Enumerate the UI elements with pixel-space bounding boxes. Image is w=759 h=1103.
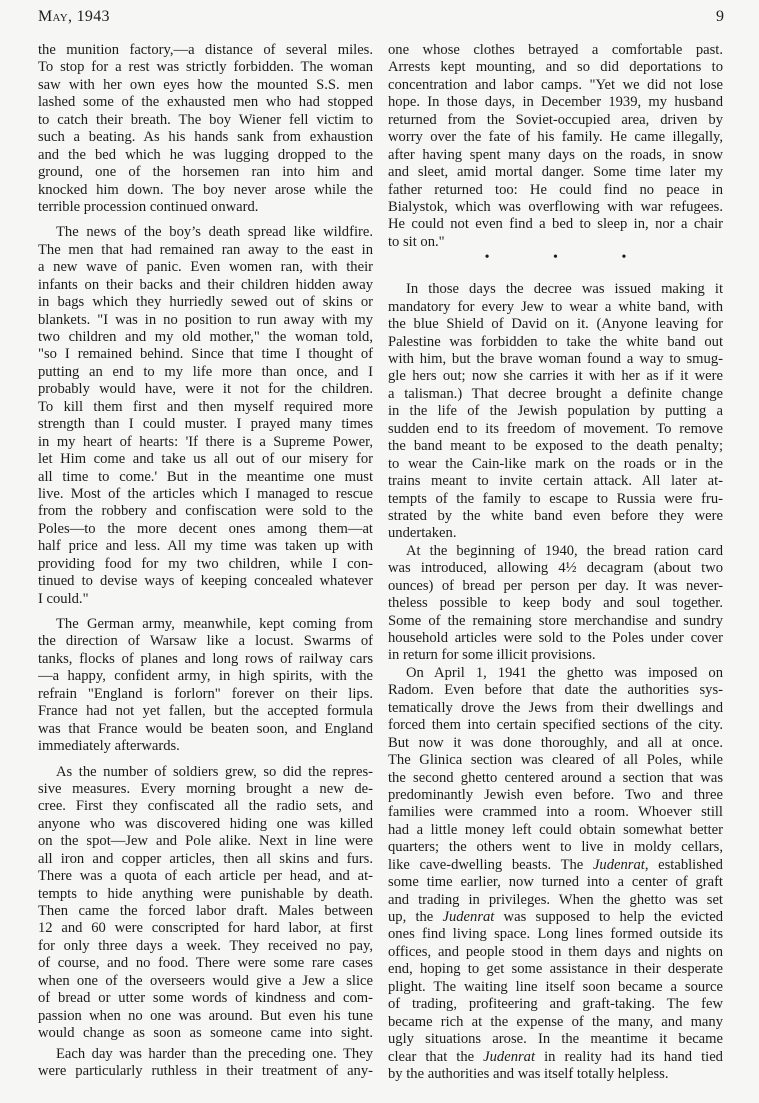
text-line: concentration and labor camps. "Yet we did not lose (388, 76, 723, 93)
text-line: Arrests kept mounting, and so did deportations to (388, 59, 723, 76)
text-line: a new wave of panic. Even women ran, with their (38, 259, 373, 276)
text-line: strated by the white band even before they were (388, 507, 723, 524)
text-line: "so I remained behind. Since that time I thought of (38, 346, 373, 363)
text-line: from the robbery and confiscation were sold to the (38, 503, 373, 520)
left-column (38, 42, 373, 1080)
text-line: of course, and no food. There were some rare cases (38, 955, 373, 972)
text-line: plight. The waiting line itself soon became a source (388, 978, 723, 995)
judenrat-term: Judenrat (483, 1048, 536, 1065)
text-line: when one of the overseers would give a Jew a slice (38, 972, 373, 989)
text-line: The men that had remained ran away to the east in (38, 241, 373, 258)
text-line-with-italic: up, the Judenrat was supposed to help the evicted (388, 909, 723, 925)
text-line: ground, one of the horsemen ran into him and (38, 164, 373, 181)
text-line: blankets. "I was in no position to run away with my (38, 311, 373, 328)
text-line: in bags which they hurriedly sewed out of skins or (38, 294, 373, 311)
text-line: To kill them first and then myself required more (38, 398, 373, 415)
text-line: probably would have, were it not for the children. (38, 381, 373, 398)
text-line: the second ghetto centered around a section that was (388, 769, 723, 786)
text-line: France had not yet fallen, but the accepted formula (38, 703, 373, 720)
text-line: worry over the fate of his family. He came illegally, (388, 129, 723, 146)
text-line: tematically drove the Jews from their dwellings and (388, 699, 723, 716)
text-line: became rich at the expense of the many, and many (388, 1013, 723, 1030)
text-line: Palestine was forbidden to take the white band out (388, 333, 723, 350)
text-line: in return for some illicit provisions. (388, 647, 596, 664)
text-line: He could not even find a bed to sleep in, nor a chair (388, 216, 723, 233)
text-line: had a little money left could obtain somewhat better (388, 821, 723, 838)
text-line: of trading, profiteering and graft-taking. The few (388, 996, 723, 1013)
text-line: in the life of the Jewish population by putting a (388, 403, 723, 420)
text-line-with-italic: clear that the Judenrat in reality had its hand tied (388, 1048, 723, 1065)
text-line: quarters; the others went to live in moldy cellars, (388, 839, 723, 856)
running-header-date: May, 1943 (38, 8, 110, 25)
text-line: one whose clothes betrayed a comfortable past. (388, 42, 723, 58)
text-line: such a beating. As his hands sank from exhaustion (38, 129, 373, 146)
text-line: after having spent many days on the roads, in snow (388, 146, 723, 163)
text-line-with-italic: like cave-dwelling beasts. The Judenrat, established (388, 856, 723, 873)
text-line: the band meant to be exposed to the death penalty; (388, 438, 723, 455)
text-line: let Him come and take us all out of our misery for (38, 451, 373, 468)
text-line: a talisman.) That decree brought a definite change (388, 385, 723, 402)
text-line: To stop for a rest was strictly forbidden. The woman (38, 59, 373, 76)
text-line: forced them into certain specified sections of the city. (388, 717, 723, 734)
text-line: all iron and copper articles, then all skins and furs. (38, 850, 373, 867)
text-line: the blue Shield of David on it. (Anyone leaving for (388, 316, 723, 333)
text-line: I could." (38, 590, 89, 607)
text-line: But now it was done thoroughly, and all at once. (388, 734, 723, 751)
text-line: gle hers out; now she carries it with her as if it were (388, 368, 723, 385)
text-line: trains meant to invite certain attack. All later at- (388, 473, 723, 490)
text-line: ounces) of bread per person per day. It was never- (388, 577, 723, 594)
text-line: offices, and people stood in them days and nights on (388, 943, 723, 960)
paragraph-start: As the number of soldiers grew, so did the repres- (56, 763, 373, 780)
text-line: providing food for my two children, while I con- (38, 555, 373, 572)
text-line: anyone who was discovered hiding one was killed (38, 815, 373, 832)
section-break: • • • (484, 250, 657, 266)
text-line: There was a quota of each article per head, and at- (38, 868, 373, 885)
paragraph-gap (38, 608, 373, 616)
text-line: infants on their backs and their children hidden away (38, 276, 373, 293)
judenrat-term: Judenrat (442, 909, 495, 925)
text-line: tinued to devise ways of keeping concealed whatever (38, 573, 373, 590)
text-line: father returned too: He could find no peace in (388, 181, 723, 198)
text-line: 12 and 60 were conscripted for hard labor, at first (38, 920, 373, 937)
text-line: sive measures. Every morning brought a new de- (38, 780, 373, 797)
text-line: ugly situations arose. In the meantime it became (388, 1031, 723, 1048)
paragraph-gap (38, 756, 373, 764)
text-line: Some of the remaining store merchandise and sundry (388, 612, 723, 629)
text-line: refrain "England is forlorn" forever on their lips. (38, 685, 373, 702)
text-line: tanks, flocks of planes and long rows of railway cars (38, 650, 373, 667)
text-line: in my heart of hearts: 'If there is a Supreme Power, (38, 433, 373, 450)
text-line: of bread or utter some words of kindness and com- (38, 990, 373, 1007)
text-line: terrible procession continued onward. (38, 198, 259, 215)
text-line: cree. First they confiscated all the radio sets, and (38, 798, 373, 815)
text-line: Bialystok, which was overflowing with war refugees. (388, 198, 723, 215)
paragraph-start: Each day was harder than the preceding one. They (56, 1045, 373, 1062)
text-line: some time earlier, now turned into a center of graft (388, 874, 723, 891)
text-line: lashed some of the exhausted men who had stopped (38, 94, 373, 111)
text-line: by the authorities and was itself totally helpless. (388, 1065, 669, 1082)
paragraph-start: At the beginning of 1940, the bread ration card (406, 542, 723, 559)
text-line: sudden end to its freedom of movement. To remove (388, 420, 723, 437)
judenrat-term: Judenrat (592, 856, 645, 873)
text-line: to wear the Cain-like mark on the roads or in the (388, 455, 723, 472)
text-line: half price and less. All my time was taken up with (38, 538, 373, 555)
page-number: 9 (716, 8, 724, 25)
paragraph-start: The news of the boy’s death spread like wildfire. (56, 224, 373, 241)
text-line: with him, but the brave woman found a way to smug- (388, 351, 723, 367)
text-line: theless possible to keep body and soul together. (388, 595, 723, 612)
text-line: hope. In those days, in December 1939, my husband (388, 94, 723, 111)
text-line: all time to come.' But in the meantime one must (38, 468, 373, 485)
text-line: household articles were sold to the Poles under cover (388, 630, 723, 646)
text-line: the munition factory,—a distance of several miles. (38, 42, 373, 58)
text-line: families were crammed into a room. Whoever still (388, 804, 723, 821)
text-line: to sit on." (388, 233, 445, 250)
text-line: Radom. Even before that date the authorities sys- (388, 682, 723, 699)
text-line: tempts of the family to escape to Russia were fru- (388, 490, 723, 507)
text-line: and the bed which he was lugging dropped to the (38, 146, 373, 163)
text-line: mandatory for every Jew to wear a white band, with (388, 298, 723, 315)
text-line: were particularly ruthless in their treatment of any- (38, 1062, 373, 1079)
text-line: saw with her own eyes how the mounted S.S. men (38, 76, 373, 93)
text-line: Then came the forced labor draft. Males between (38, 903, 373, 919)
text-line: end, hoping to get some assistance in their desperate (388, 961, 723, 978)
text-line: was that France would be beaten soon, and England (38, 720, 373, 737)
text-line: tempts to hide anything were punishable by death. (38, 885, 373, 902)
text-line: putting an end to my life more than once, and I (38, 363, 373, 380)
text-line: ones find living space. Long lines formed outside its (388, 926, 723, 943)
text-line: immediately afterwards. (38, 738, 180, 755)
paragraph-start: The German army, meanwhile, kept coming from (56, 616, 373, 632)
text-line: two children and my old mother," the woman told, (38, 329, 373, 345)
text-line: to catch their breath. The boy Wiener fell victim to (38, 111, 373, 128)
text-line: The Glinica section was cleared of all Poles, while (388, 752, 723, 769)
text-line: returned from the Soviet-occupied area, driven by (388, 111, 723, 128)
text-line: predominantly Jewish even before. Two and three (388, 786, 723, 803)
text-line: would change as soon as someone came into sight. (38, 1025, 373, 1042)
text-line: passion when no one was around. But even his tune (38, 1007, 373, 1024)
text-line: and sleet, amid mortal danger. Some time later my (388, 164, 723, 181)
paragraph-start: In those days the decree was issued making it (406, 281, 723, 298)
paragraph-gap (38, 216, 373, 224)
text-line: knocked him down. The boy never arose while the (38, 181, 373, 198)
text-line: and trading in privileges. When the ghetto was set (388, 891, 723, 908)
text-line: was introduced, allowing 4½ decagram (about two (388, 560, 723, 577)
text-line: for only three days a week. They received no pay, (38, 937, 373, 954)
right-column (388, 42, 723, 1083)
text-line: undertaken. (388, 525, 457, 542)
text-line: Poles—to the more decent ones among them—at (38, 520, 373, 537)
text-line: —a happy, confident army, in high spirits, with the (38, 668, 373, 685)
text-line: strength than I could muster. I prayed many times (38, 416, 373, 433)
text-line: live. Most of the articles which I managed to rescue (38, 485, 373, 502)
text-line: on the spot—Jew and Pole alike. Next in line were (38, 833, 373, 850)
text-line: the direction of Warsaw like a locust. Swarms of (38, 633, 373, 650)
paragraph-start: On April 1, 1941 the ghetto was imposed on (406, 664, 723, 681)
